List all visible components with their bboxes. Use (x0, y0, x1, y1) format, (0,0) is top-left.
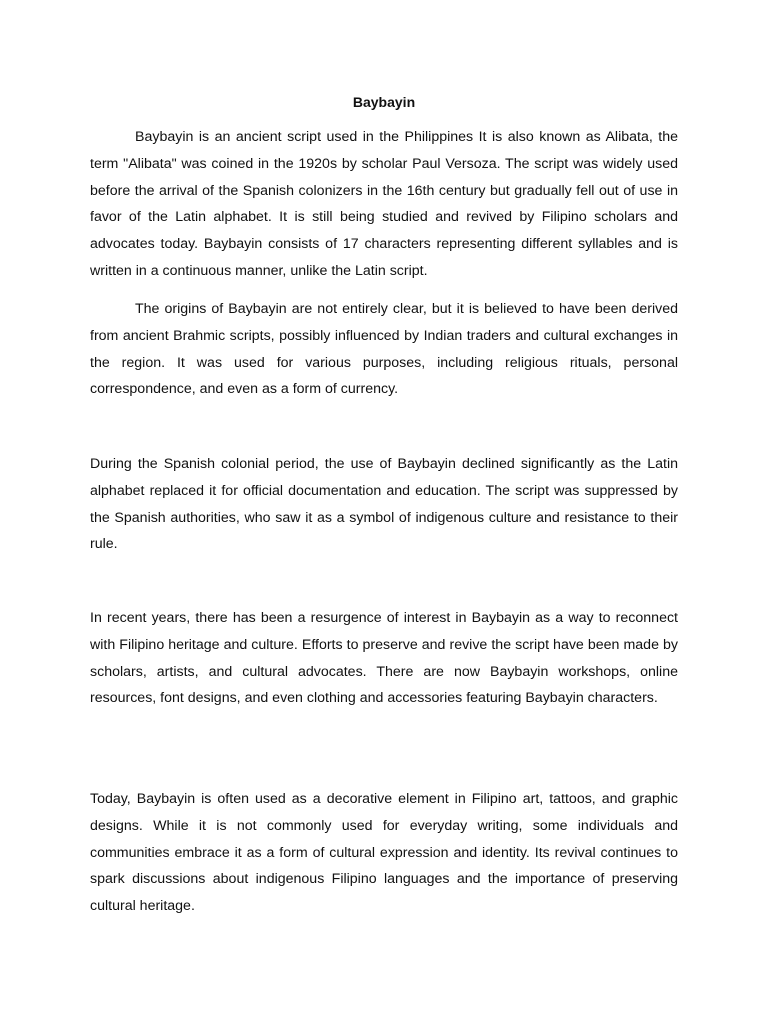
document-title: Baybayin (352, 94, 416, 110)
paragraph-today: Today, Baybayin is often used as a decorative element in Filipino art, tattoos, and graphic designs. While it is not commonly used for everyday writing, some individuals and communities embrace it as a form of cultural expression and identity. Its revival continues to spark discussions about indigenous Filipino languages and the importance of preserving cultural heritage. (90, 791, 678, 915)
paragraph-spanish-period: During the Spanish colonial period, the use of Baybayin declined significantly as the Latin alphabet replaced it for official documentation and education. The script was suppressed by the Spanish authorities, who saw it as a symbol of indigenous culture and resistance to their rule. (90, 456, 678, 553)
paragraph-resurgence: In recent years, there has been a resurgence of interest in Baybayin as a way to reconnect with Filipino heritage and culture. Efforts to preserve and revive the script have been made by scholars, artists, and cultural advocates. There are now Baybayin workshops, online resources, font designs, and even clothing and accessories featuring Baybayin characters. (90, 610, 678, 707)
paragraph-introduction: Baybayin is an ancient script used in the Philippines It is also known as Alibata, the term "Alibata" was coined in the 1920s by scholar Paul Versoza. The script was widely used before the arrival of the Spanish colonizers in the 16th century but gradually fell out of use in favor of the Latin alphabet. It is still being studied and revived by Filipino scholars and advocates today. Baybayin consists of 17 characters representing different syllables and is written in a continuous manner, unlike the Latin script. (90, 129, 678, 279)
paragraph-origins: The origins of Baybayin are not entirely clear, but it is believed to have been derived from ancient Brahmic scripts, possibly influenced by Indian traders and cultural exchanges in the region. It was used for various purposes, including religious rituals, personal correspondence, and even as a form of currency. (90, 301, 678, 398)
